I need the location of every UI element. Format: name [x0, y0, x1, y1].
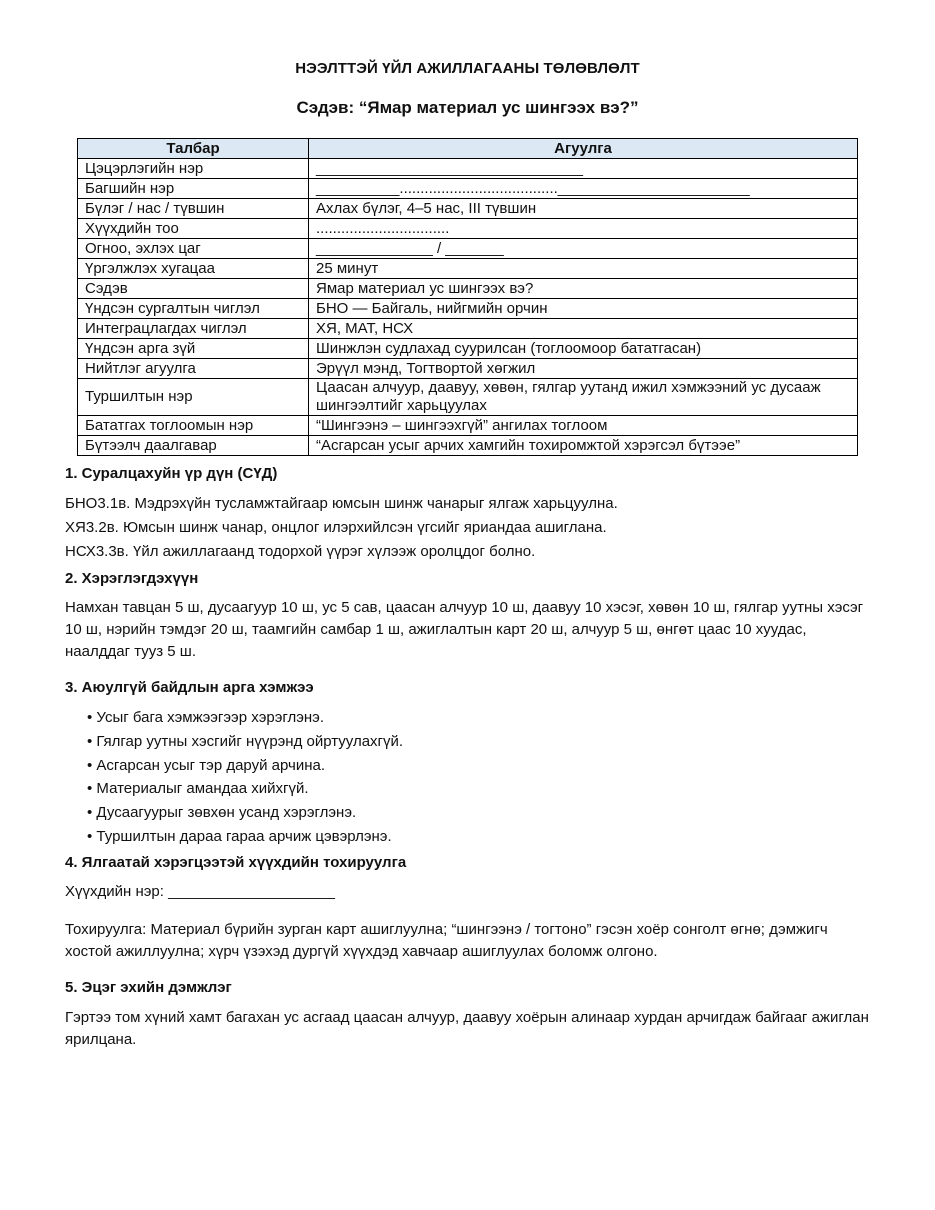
row-label: Багшийн нэр: [78, 179, 309, 199]
plan-info-table: [77, 138, 858, 456]
table-row: [78, 159, 858, 179]
section-heading: 4. Ялгаатай хэрэгцээтэй хүүхдийн тохируулга: [65, 854, 407, 871]
document-subtitle: Сэдэв: “Ямар материал ус шингээх вэ?”: [296, 98, 639, 117]
outcome-line: НСХ3.3в. Үйл ажиллагаанд тодорхой үүрэг хүлээж оролцдог болно.: [65, 543, 536, 560]
row-value: ______________ / _______: [309, 239, 858, 259]
row-label: Бүлэг / нас / түвшин: [78, 199, 309, 219]
list-item: • Усыг бага хэмжээгээр хэрэглэнэ.: [87, 709, 325, 726]
row-value: ХЯ, МАТ, НСХ: [309, 319, 858, 339]
row-label: Үргэлжлэх хугацаа: [78, 259, 309, 279]
row-value: “Шингээнэ – шингээхгүй” ангилах тоглоом: [309, 416, 858, 436]
table-row: [78, 219, 858, 239]
row-label: Нийтлэг агуулга: [78, 359, 309, 379]
row-label: Үндсэн сургалтын чиглэл: [78, 299, 309, 319]
row-value: Цаасан алчуур, даавуу, хөвөн, гялгар уутанд ижил хэмжээний ус дусааж шингээлтийг харьцуулах: [309, 379, 858, 416]
row-label: Сэдэв: [78, 279, 309, 299]
row-value: ................................: [309, 219, 858, 239]
row-label: Хүүхдийн тоо: [78, 219, 309, 239]
document-title: НЭЭЛТТЭЙ ҮЙЛ АЖИЛЛАГААНЫ ТӨЛӨВЛӨЛТ: [295, 60, 640, 77]
row-value: Ахлах бүлэг, 4–5 нас, III түвшин: [309, 199, 858, 219]
outcome-line: ХЯ3.2в. Юмсын шинж чанар, онцлог илэрхийлсэн үгсийг яриандаа ашиглана.: [65, 519, 607, 536]
materials-paragraph: Намхан тавцан 5 ш, дусаагуур 10 ш, ус 5 сав, цаасан алчуур 10 ш, даавуу 10 хэсэг, хөвөн 10 ш, гялгар уутны хэсэг 10 ш, нэрийн тэмдэг 20 ш, таамгийн самбар 1 ш, ажиглалтын карт 20 ш, алчуур 5 ш, өнгөт цаас 10 хуудас, наалддаг тууз 5 ш.: [65, 599, 864, 660]
safety-list-wrap: [65, 706, 875, 849]
learning-outcomes-list: [65, 493, 875, 565]
row-value: “Асгарсан усыг арчих хамгийн тохиромжтой хэрэгсэл бүтээе”: [309, 436, 858, 456]
list-item: • Туршилтын дараа гараа арчиж цэвэрлэнэ.: [87, 827, 392, 845]
row-label: Бататгах тоглоомын нэр: [78, 416, 309, 436]
section-materials: [65, 570, 875, 587]
outcome-line: БНО3.1в. Мэдрэхүйн тусламжтайгаар юмсын шинж чанарыг ялгаж харьцуулна.: [65, 495, 618, 512]
adaptation-paragraph: Тохируулга: Материал бүрийн зурган карт ашиглуулна; “шингээнэ / тогтоно” гэсэн хоёр сонголт өгнө; дэмжигч хостой ажиллуулна; хүрч үзэхэд дургүй хүүхдэд хавчаар ашиглуулах боломж олгоно.: [65, 921, 828, 960]
table-row: [78, 436, 858, 456]
row-value: БНО — Байгаль, нийгмийн орчин: [309, 299, 858, 319]
column-header-content: Агуулга: [309, 139, 858, 159]
section-special-needs: [65, 854, 875, 871]
safety-list: [65, 706, 875, 849]
table-row: [78, 319, 858, 339]
table-row: [78, 279, 858, 299]
parent-support-paragraph-wrap: [65, 1007, 875, 1051]
section-heading: 3. Аюулгүй байдлын арга хэмжээ: [65, 679, 314, 696]
section-heading: 5. Эцэг эхийн дэмжлэг: [65, 979, 232, 996]
row-value: Шинжлэн судлахад суурилсан (тоглоомоор бататгасан): [309, 339, 858, 359]
table-row: [78, 379, 858, 416]
table-row: [78, 299, 858, 319]
list-item: • Материалыг амандаа хийхгүй.: [87, 780, 309, 798]
table-row: [78, 259, 858, 279]
table-row: [78, 179, 858, 199]
section-parent-support: [65, 979, 875, 996]
row-label: Огноо, эхлэх цаг: [78, 239, 309, 259]
parent-support-paragraph: Гэртээ том хүний хамт багахан ус асгаад цаасан алчуур, даавуу хоёрын алинаар хурдан арчигдаж байгааг ажиглан ярилцана.: [65, 1009, 869, 1048]
section-safety: [65, 679, 875, 696]
section-heading: 1. Суралцахуйн үр дүн (СҮД): [65, 465, 278, 482]
row-value: ________________________________: [309, 159, 858, 179]
section-heading: 2. Хэрэглэгдэхүүн: [65, 570, 199, 587]
row-label: Цэцэрлэгийн нэр: [78, 159, 309, 179]
table-row: [78, 359, 858, 379]
column-header-field: Талбар: [78, 139, 309, 159]
materials-paragraph-wrap: [65, 597, 875, 663]
row-label: Туршилтын нэр: [78, 379, 309, 416]
list-item: • Дусаагуурыг зөвхөн усанд хэрэглэнэ.: [87, 804, 357, 822]
section-learning-outcomes: [65, 465, 875, 482]
list-item: • Гялгар уутны хэсгийг нүүрэнд ойртуулахгүй.: [87, 732, 404, 750]
table-header-row: [78, 139, 858, 159]
adaptation-paragraph-wrap: [65, 919, 875, 963]
list-item: • Асгарсан усыг тэр даруй арчина.: [87, 756, 325, 774]
row-value: 25 минут: [309, 259, 858, 279]
table-row: [78, 339, 858, 359]
table-row: [78, 199, 858, 219]
child-name-line: Хүүхдийн нэр: ____________________: [65, 883, 335, 900]
row-label: Үндсэн арга зүй: [78, 339, 309, 359]
row-value: Ямар материал ус шингээх вэ?: [309, 279, 858, 299]
child-name-line-wrap: [65, 881, 875, 903]
row-label: Бүтээлч даалгавар: [78, 436, 309, 456]
row-value: __________......................................_______________________: [309, 179, 858, 199]
table-row: [78, 239, 858, 259]
row-label: Интеграцлагдах чиглэл: [78, 319, 309, 339]
table-row: [78, 416, 858, 436]
row-value: Эрүүл мэнд, Тогтвортой хөгжил: [309, 359, 858, 379]
